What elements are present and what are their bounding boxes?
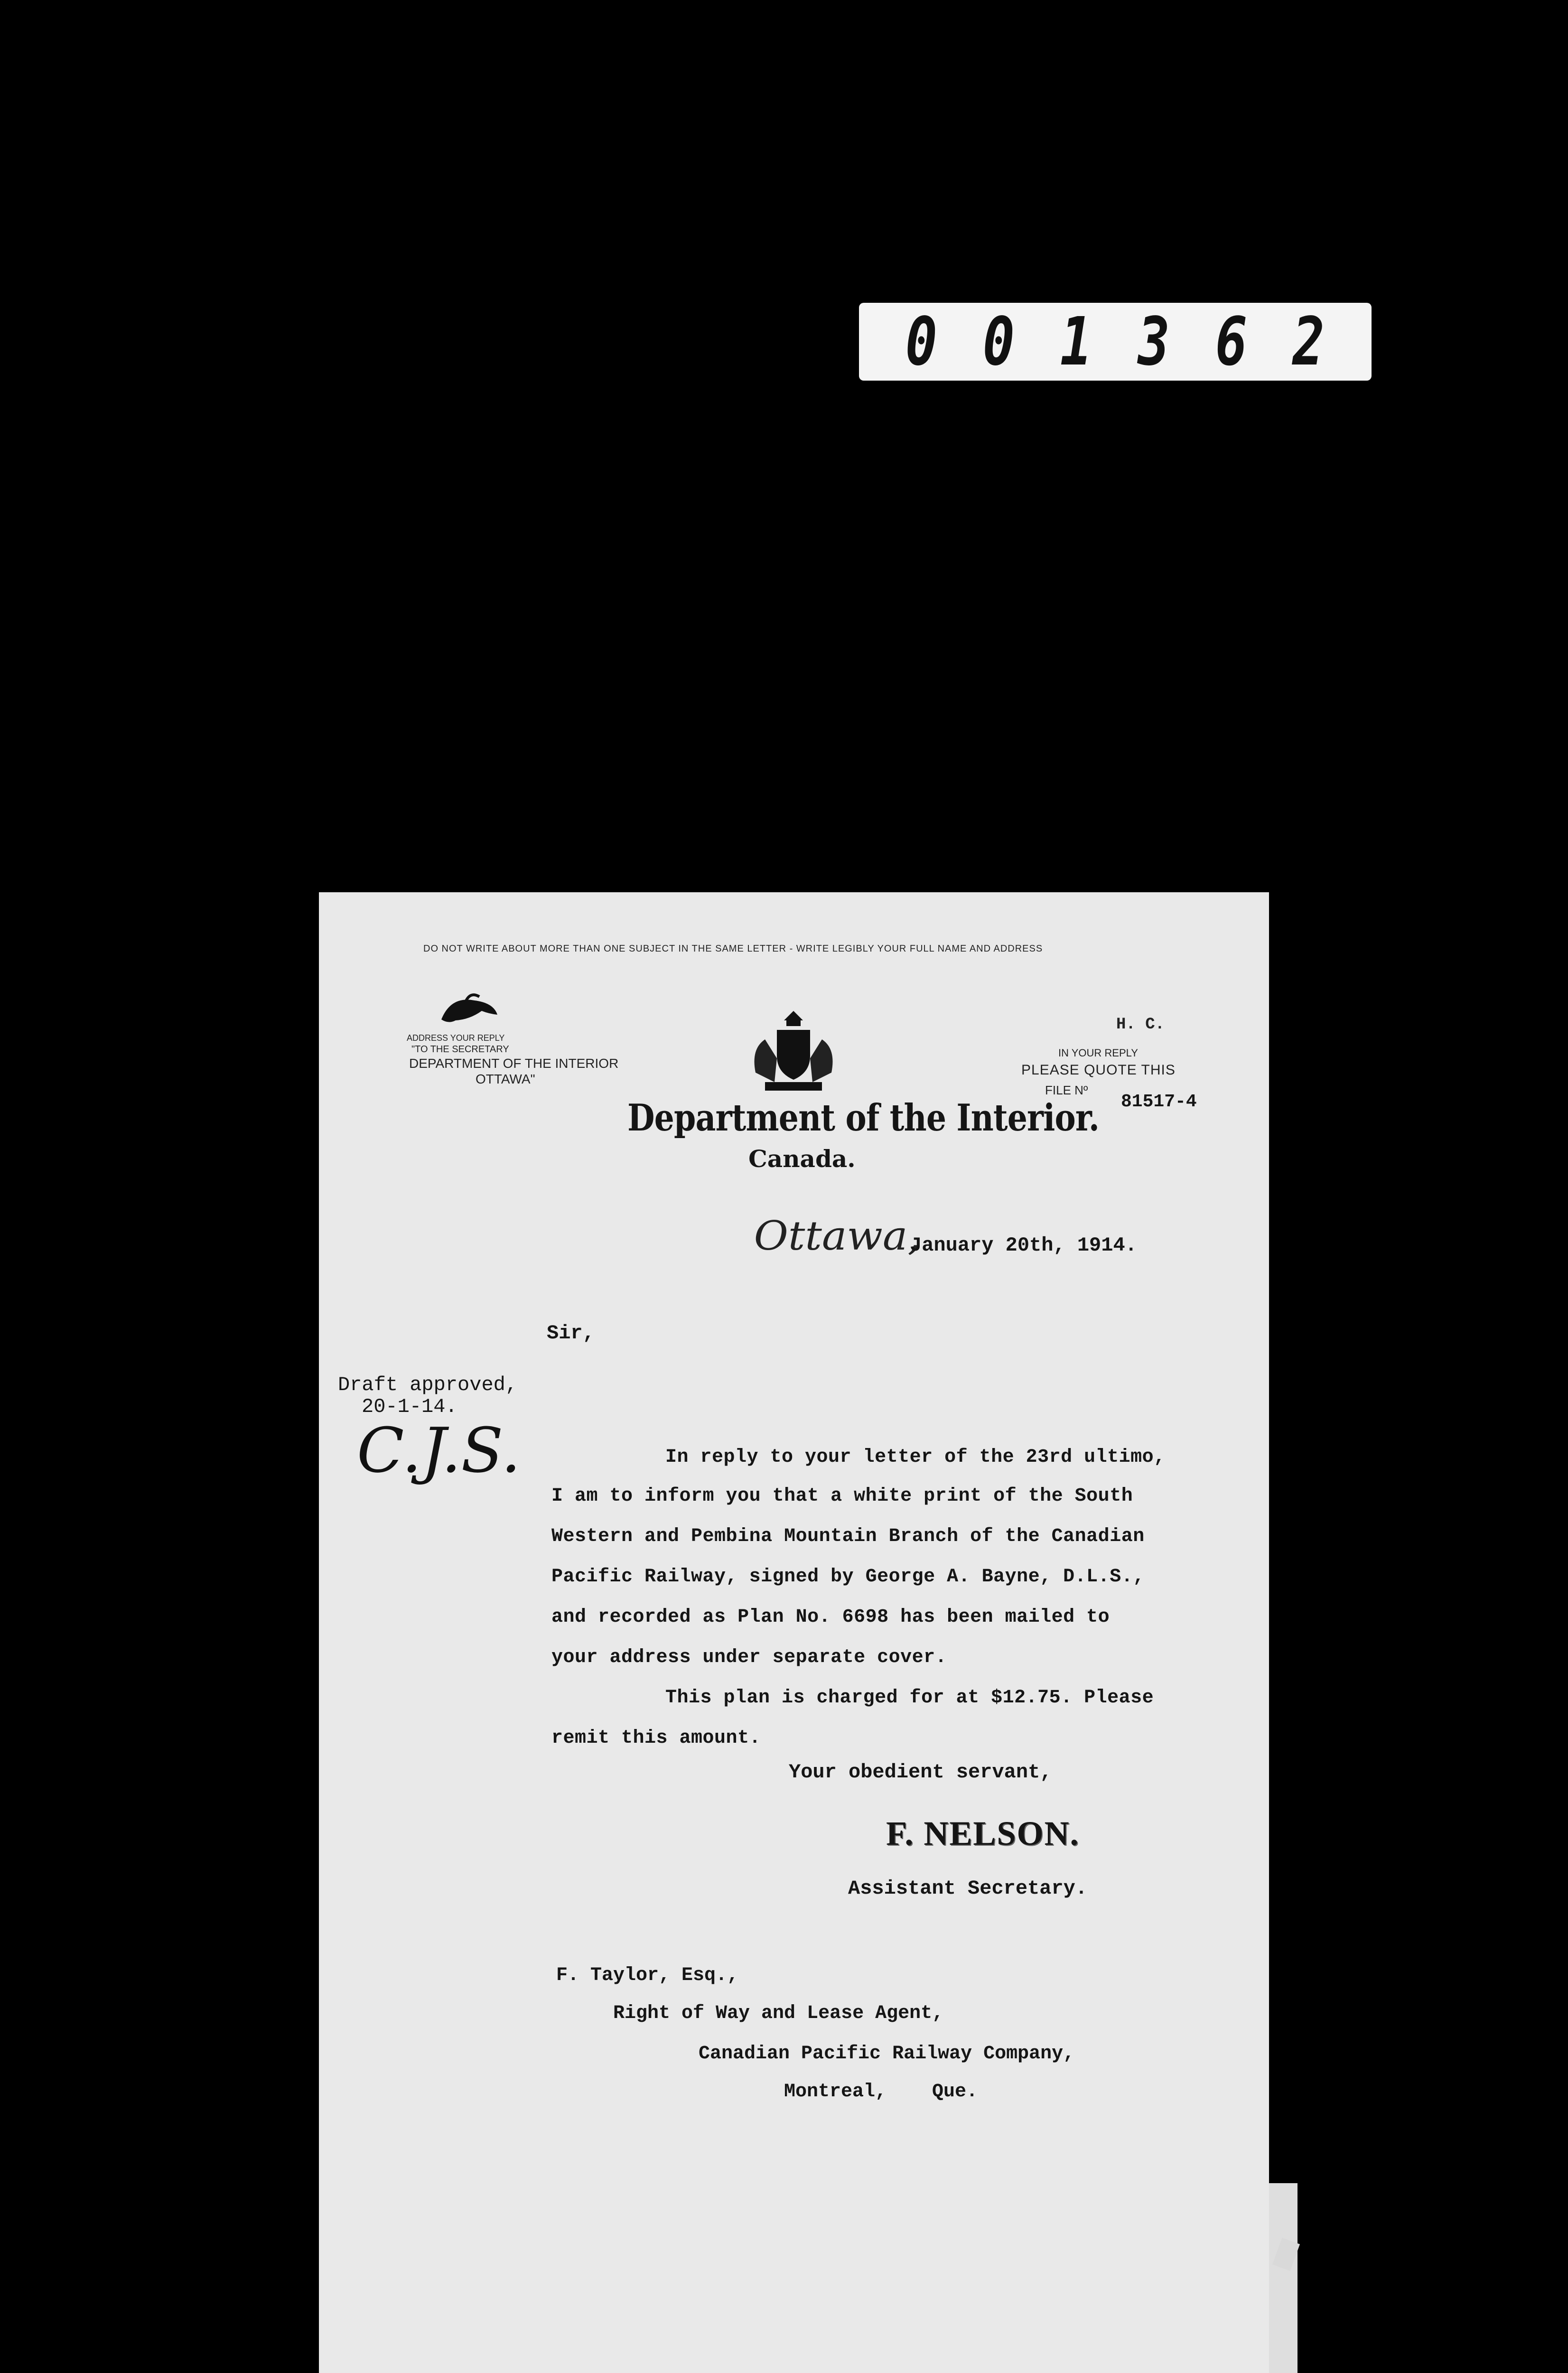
frame-digit: 3 <box>1138 303 1171 381</box>
body-line: I am to inform you that a white print of the South <box>551 1485 1133 1507</box>
body-line: remit this amount. <box>551 1728 761 1749</box>
recipient-line: Montreal, Que. <box>784 2081 978 2102</box>
body-line: your address under separate cover. <box>551 1647 947 1668</box>
closing: Your obedient servant, <box>789 1761 1052 1784</box>
salutation: Sir, <box>547 1322 595 1345</box>
recipient-line: Right of Way and Lease Agent, <box>613 2003 944 2024</box>
file-number: 81517-4 <box>1121 1092 1197 1112</box>
letterhead-banner: DO NOT WRITE ABOUT MORE THAN ONE SUBJECT IN THE SAME LETTER - WRITE LEGIBLY YOUR FULL NAME AND ADDRESS <box>423 944 1043 954</box>
margin-note-line: Draft approved, <box>338 1373 518 1396</box>
beaver-emblem-icon <box>437 986 503 1034</box>
signature-title: Assistant Secretary. <box>848 1877 1088 1900</box>
reply-instruction: IN YOUR REPLY <box>1058 1047 1138 1059</box>
department-title: Department of the Interior. <box>627 1096 1100 1140</box>
reply-instruction: FILE Nº <box>1045 1083 1088 1097</box>
margin-note <box>338 1374 517 1418</box>
body-line: Western and Pembina Mountain Branch of the Canadian <box>551 1526 1145 1547</box>
address-line: "TO THE SECRETARY <box>411 1044 509 1055</box>
margin-initials: C.J.S. <box>357 1414 521 1486</box>
frame-digit: 6 <box>1215 303 1248 381</box>
paper-torn-edge <box>1269 2183 1297 2373</box>
reply-code: H. C. <box>1116 1016 1165 1034</box>
city-script: Ottawa, <box>754 1213 921 1259</box>
frame-digit: 0 <box>905 303 938 381</box>
recipient-line: F. Taylor, Esq., <box>556 1965 739 1986</box>
address-line: DEPARTMENT OF THE INTERIOR <box>409 1056 619 1071</box>
body-line: In reply to your letter of the 23rd ultimo, <box>665 1447 1166 1468</box>
coat-of-arms-icon <box>746 1011 841 1094</box>
department-country: Canada. <box>748 1145 856 1173</box>
margin-note-line: 20-1-14. <box>362 1395 457 1418</box>
recipient-line: Canadian Pacific Railway Company, <box>699 2043 1075 2065</box>
frame-digit: 0 <box>982 303 1016 381</box>
frame-number-plate <box>859 303 1372 381</box>
body-line: This plan is charged for at $12.75. Please <box>665 1687 1154 1709</box>
letter-page <box>319 892 1269 2373</box>
frame-digit: 2 <box>1292 303 1325 381</box>
body-line: and recorded as Plan No. 6698 has been mailed to <box>551 1607 1110 1628</box>
address-line: OTTAWA" <box>476 1072 535 1086</box>
address-line: ADDRESS YOUR REPLY <box>407 1033 505 1043</box>
body-line: Pacific Railway, signed by George A. Bayne, D.L.S., <box>551 1566 1145 1588</box>
letter-date: January 20th, 1914. <box>910 1234 1137 1257</box>
signature-stamp: F. NELSON. <box>886 1814 1080 1852</box>
frame-digit: 1 <box>1060 303 1093 381</box>
reply-instruction: PLEASE QUOTE THIS <box>1021 1062 1176 1078</box>
